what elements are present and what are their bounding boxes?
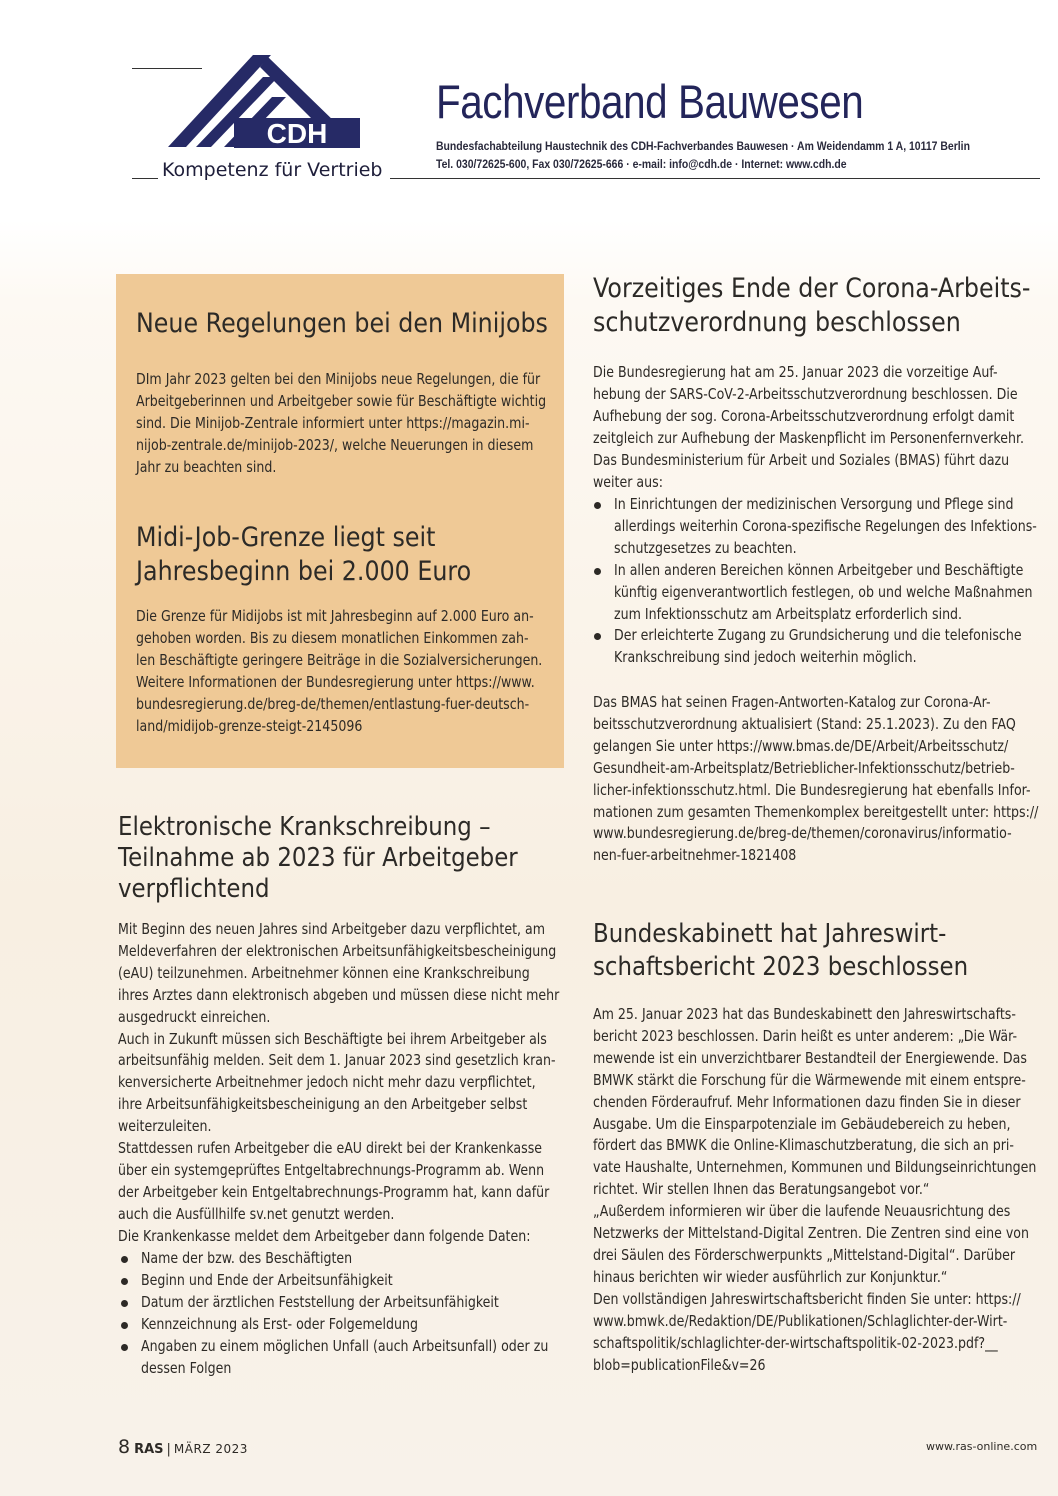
contact-line: Bundesfachabteilung Haustechnik des CDH-Fachverbandes Bauwesen · Am Weidendamm 1 A, 10117 Berlin — [436, 139, 970, 153]
list-item: In Einrichtungen der medizinischen Versorgung und Pflege sind — [614, 494, 1058, 516]
bullet-icon — [121, 1344, 128, 1351]
bullet-icon — [594, 568, 601, 575]
corona-bullets — [614, 494, 1058, 669]
list-item: In allen anderen Bereichen können Arbeitgeber und Beschäftigte — [614, 560, 1058, 582]
list-item: Der erleichterte Zugang zu Grundsicherung und die telefonische — [614, 625, 1058, 647]
list-item: Datum der ärztlichen Feststellung der Arbeitsunfähigkeit — [141, 1292, 626, 1314]
corona-title: Vorzeitiges Ende der Corona-Arbeits- schutzverordnung beschlossen — [593, 273, 1031, 338]
contact-info — [436, 137, 970, 173]
list-item-continuation: zum Infektionsschutz am Arbeitsplatz erforderlich sind. — [614, 604, 963, 623]
brand-title: Fachverband Bauwesen — [436, 75, 864, 128]
bullet-icon — [121, 1300, 128, 1307]
list-item-continuation: künftig eigenverantwortlich festlegen, ob und welche Maßnahmen — [614, 582, 1033, 601]
logo-text: CDH — [266, 118, 328, 149]
corona-text-2: Das BMAS hat seinen Fragen-Antworten-Katalog zur Corona-Ar- beitsschutzverordnung aktualisiert (Stand: 25.1.2023). Zu den FAQ gelangen Sie unter https://www.bmas.de/DE/Arbeit/Arbeitsschutz/ Gesundheit-am-Arbeitsplatz/Betrieblicher-Infektionsschutz/betrieb- licher-infektionsschutz.html. Die Bundesregierung hat ebenfalls Infor- mationen zum gesamten Themenkomplex bereitgestellt unter: https:// www.bundesregierung.de/breg-de/themen/coronavirus/informatio- nen-fuer-arbeitnehmer-1821408 — [593, 693, 1039, 865]
krankschreibung-bullets — [141, 1248, 626, 1379]
tagline: Kompetenz für Vertrieb — [162, 159, 383, 181]
list-item-continuation: dessen Folgen — [141, 1358, 232, 1377]
header-rule-bottom — [390, 178, 1040, 179]
midijob-text: Die Grenze für Midijobs ist mit Jahresbeginn auf 2.000 Euro an- gehoben worden. Bis zu diesem monatlichen Einkommen zah- len Beschäftigte geringere Beiträge in die Sozialversicherungen. Weitere Informationen der Bundesregierung unter https://www. bundesregierung.de/breg-de/themen/entlastung-fuer-deutsch- land/midijob-grenze-steigt-2145096 — [136, 607, 543, 735]
contact-line: Tel. 030/72625-600, Fax 030/72625-666 · e-mail: info@cdh.de · Internet: www.cdh.de — [436, 157, 847, 171]
corona-text: Die Bundesregierung hat am 25. Januar 2023 die vorzeitige Auf- hebung der SARS-CoV-2-Arbeitsschutzverordnung beschlossen. Die Aufhebung der sog. Corona-Arbeitsschutzverordnung erfolgt damit zeitgleich zur Aufhebung der Maskenpflicht im Personenfernverkehr. Das Bundesministerium für Arbeit und Soziales (BMAS) führt dazu weiter aus: — [593, 363, 1024, 491]
list-item-continuation: schutzgesetzes zu beachten. — [614, 538, 797, 557]
footer-separator: | — [166, 1442, 171, 1457]
krankschreibung-text: Mit Beginn des neuen Jahres sind Arbeitgeber dazu verpflichtet, am Meldeverfahren der elektronischen Arbeitsunfähigkeitsbescheinigung (eAU) teilzunehmen. Arbeitnehmer können eine Krankschreibung ihres Arztes dann elektronisch abgeben und müssen diese nicht mehr ausgedruckt einreichen. Auch in Zukunft müssen sich Beschäftigte bei ihrem Arbeitgeber als arbeitsunfähig melden. Seit dem 1. Januar 2023 sind gesetzlich kran- kenversicherte Arbeitnehmer jedoch nicht mehr dazu verpflichtet, ihre Arbeitsunfähigkeitsbescheinigung an den Arbeitgeber selbst weiterzuleiten. Stattdessen rufen Arbeitgeber die eAU direkt bei der Krankenkasse über ein systemgeprüftes Entgeltabrechnungs-Programm ab. Wenn der Arbeitgeber kein Entgeltabrechnungs-Programm hat, kann dafür auch die Ausfüllhilfe sv.net genutzt werden. Die Krankenkasse meldet dem Arbeitgeber dann folgende Daten: — [118, 920, 560, 1245]
list-item-continuation: Krankschreibung sind jedoch weiterhin möglich. — [614, 648, 917, 667]
jwb-text: Am 25. Januar 2023 hat das Bundeskabinett den Jahreswirtschafts- bericht 2023 beschlossen. Darin heißt es unter anderem: „Die Wär- mewende ist ein unverzichtbarer Bestandteil der Energiewende. Das BMWK stärkt die Forschung für die Wärmewende mit einem entspre- chenden Förderaufruf. Mehr Informationen dazu finden Sie in dieser Ausgabe. Um die Einsparpotenziale im Gebäudebereich zu heben, fördert das BMWK die Online-Klimaschutzberatung, die sich an pri- vate Haushalte, Unternehmen, Kommunen und Bildungseinrichtungen richtet. Wir stellen Ihnen das Beratungsangebot vor.“ „Außerdem informieren wir über die laufende Neuausrichtung des Netzwerks der Mittelstand-Digital Zentren. Die Zentren sind eine von drei Säulen des Förderschwerpunkts „Mittelstand-Digital“. Darüber hinaus berichten wir wieder ausführlich zur Konjunktur.“ Den vollständigen Jahreswirtschaftsbericht finden Sie unter: https:// www.bmwk.de/Redaktion/DE/Publikationen/Schlaglichter-der-Wirt- schaftspolitik/schlaglichter-der-wirtschaftspolitik-02-2023.pdf?__ blob=publicationFile&v=26 — [593, 1005, 1037, 1374]
list-item: Angaben zu einem möglichen Unfall (auch Arbeitsunfall) oder zu — [141, 1336, 626, 1358]
tagline-rule — [132, 178, 158, 179]
list-item: Name der bzw. des Beschäftigten — [141, 1248, 626, 1270]
bullet-icon — [121, 1278, 128, 1285]
minijobs-title: Neue Regelungen bei den Minijobs — [136, 308, 548, 339]
footer-page-info — [118, 1436, 248, 1458]
bullet-icon — [594, 502, 601, 509]
bullet-icon — [121, 1322, 128, 1329]
list-item: Beginn und Ende der Arbeitsunfähigkeit — [141, 1270, 626, 1292]
issue-date: MÄRZ 2023 — [173, 1442, 248, 1456]
list-item-continuation: allerdings weiterhin Corona-spezifische Regelungen des Infektions- — [614, 516, 1037, 535]
cdh-logo — [168, 55, 368, 155]
magazine-name: RAS — [134, 1442, 164, 1457]
website-link[interactable]: www.ras-online.com — [926, 1440, 1038, 1453]
page-number: 8 — [118, 1436, 131, 1458]
list-item: Kennzeichnung als Erst- oder Folgemeldung — [141, 1314, 626, 1336]
jwb-title: Bundeskabinett hat Jahreswirt- schaftsbericht 2023 beschlossen — [593, 919, 969, 982]
bullet-icon — [121, 1256, 128, 1263]
krankschreibung-title: Elektronische Krankschreibung – Teilnahme ab 2023 für Arbeitgeber verpflichtend — [118, 812, 518, 904]
minijobs-text: DIm Jahr 2023 gelten bei den Minijobs neue Regelungen, die für Arbeitgeberinnen und Arbeitgeber sowie für Beschäftigte wichtig sind. Die Minijob-Zentrale informiert unter https://magazin.mi- nijob-zentrale.de/minijob-2023/, welche Neuerungen in diesem Jahr zu beachten sind. — [136, 370, 547, 476]
midijob-title: Midi-Job-Grenze liegt seit Jahresbeginn bei 2.000 Euro — [136, 522, 472, 587]
